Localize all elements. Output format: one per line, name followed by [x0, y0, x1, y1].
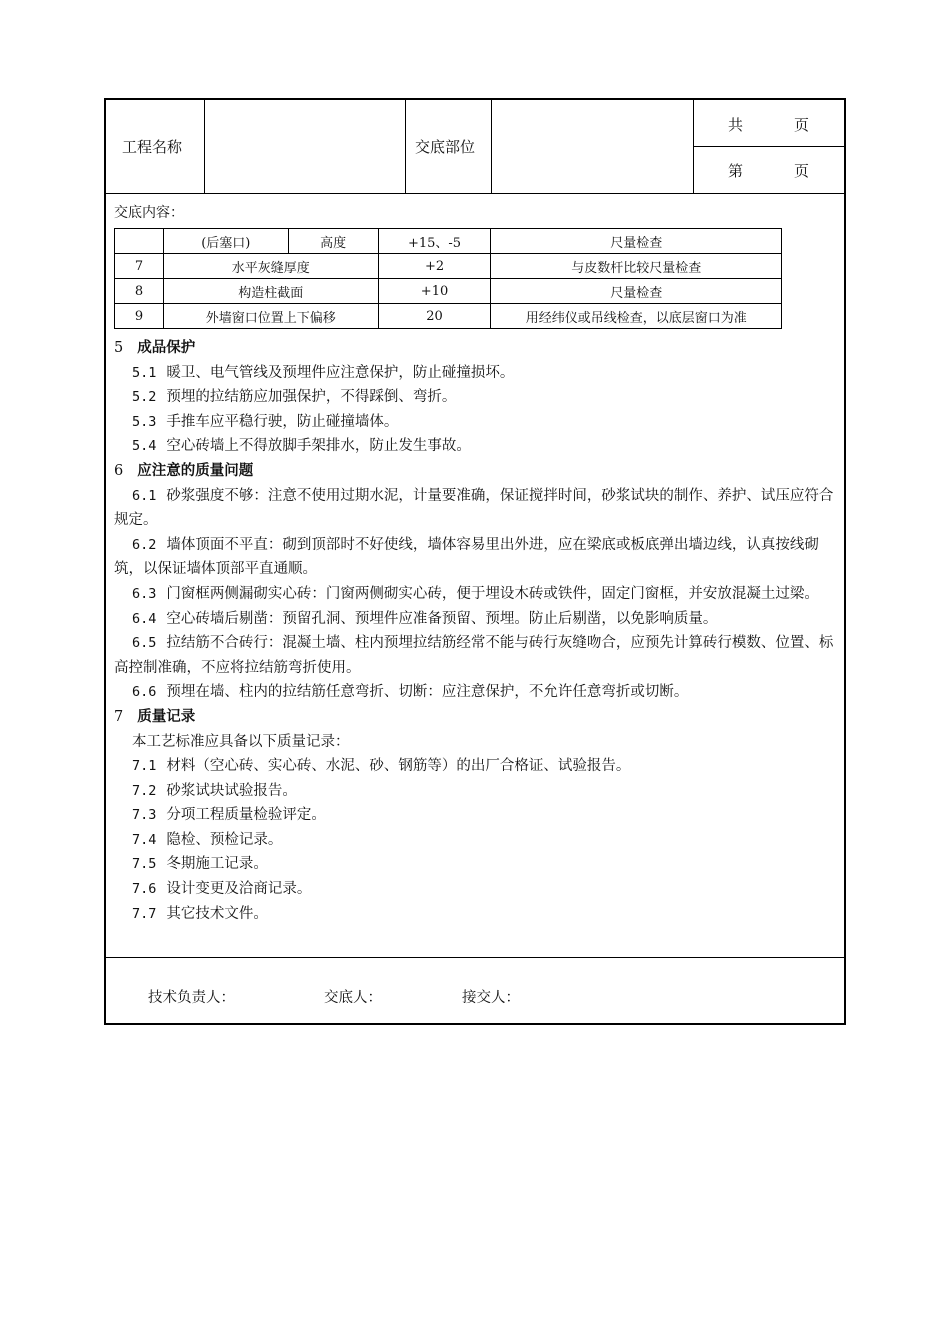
table-row — [115, 254, 782, 279]
cell-no: 8 — [115, 279, 164, 304]
table-row — [115, 304, 782, 329]
cell-method: 与皮数杆比较尺量检查 — [491, 254, 782, 279]
cell-value: +15、-5 — [378, 229, 491, 254]
project-name-label: 工程名称 — [122, 138, 183, 156]
list-item: 5.4 空心砖墙上不得放脚手架排水，防止发生事故。 — [132, 438, 471, 455]
cell-item: (后塞口) — [163, 229, 288, 254]
list-item: 7.2 砂浆试块试验报告。 — [132, 782, 297, 799]
cell-sub: 高度 — [288, 229, 378, 254]
list-item: 6.4 空心砖墙后剔凿：预留孔洞、预埋件应准备预留、预埋。防止后剔凿，以免影响质量。 — [132, 610, 718, 627]
list-item: 6.3 门窗框两侧漏砌实心砖：门窗两侧砌实心砖，便于埋设木砖或铁件，固定门窗框，并安放混凝土过梁。 — [132, 585, 819, 602]
tolerance-table — [114, 228, 782, 329]
list-item: 5.3 手推车应平稳行驶，防止碰撞墙体。 — [132, 413, 399, 430]
list-item: 7.7 其它技术文件。 — [132, 905, 268, 922]
section-intro: 本工艺标准应具备以下质量记录： — [132, 733, 350, 750]
signature-row — [106, 957, 844, 1026]
cell-no — [115, 229, 164, 254]
cell-value: 20 — [378, 304, 491, 329]
disclosure-body — [114, 336, 840, 926]
divider — [405, 100, 406, 193]
cell-no: 7 — [115, 254, 164, 279]
list-item: 5.2 预埋的拉结筋应加强保护，不得踩倒、弯折。 — [132, 389, 457, 406]
cell-item: 外墙窗口位置上下偏移 — [163, 304, 378, 329]
cell-value: +2 — [378, 254, 491, 279]
cell-method: 用经纬仪或吊线检查，以底层窗口为准 — [491, 304, 782, 329]
cell-method: 尺量检查 — [491, 279, 782, 304]
cell-item: 构造柱截面 — [163, 279, 378, 304]
list-item: 7.5 冬期施工记录。 — [132, 856, 268, 873]
list-item: 7.1 材料（空心砖、实心砖、水泥、砂、钢筋等）的出厂合格证、试验报告。 — [132, 758, 631, 775]
list-item: 5.1 暖卫、电气管线及预埋件应注意保护，防止碰撞损坏。 — [132, 364, 515, 381]
cell-value: +10 — [378, 279, 491, 304]
cell-method: 尺量检查 — [491, 229, 782, 254]
content-caption: 交底内容： — [114, 205, 184, 221]
tech-lead-signature[interactable]: 技术负责人： — [148, 990, 235, 1006]
section-heading: 6 应注意的质量问题 — [114, 461, 254, 479]
section-heading: 7 质量记录 — [114, 707, 196, 725]
section-heading: 5 成品保护 — [114, 339, 196, 356]
cell-item: 水平灰缝厚度 — [163, 254, 378, 279]
page-no-label: 第 — [728, 162, 744, 180]
list-item: 7.4 隐检、预检记录。 — [132, 831, 283, 848]
cell-no: 9 — [115, 304, 164, 329]
list-item: 7.6 设计变更及洽商记录。 — [132, 881, 312, 898]
page-no-unit: 页 — [794, 162, 810, 180]
total-pages-unit: 页 — [794, 116, 810, 134]
list-item: 6.5 拉结筋不合砖行：混凝土墙、柱内预埋拉结筋经常不能与砖行灰缝吻合，应预先计算砖行模数、位置、标高控制准确，不应将拉结筋弯折使用。 — [114, 635, 834, 676]
location-label: 交底部位 — [415, 138, 476, 156]
list-item: 6.6 预埋在墙、柱内的拉结筋任意弯折、切断：应注意保护，不允许任意弯折或切断。 — [132, 684, 689, 701]
total-pages-label: 共 — [728, 116, 744, 134]
receiver-signature[interactable]: 接交人： — [462, 990, 520, 1006]
table-row — [115, 229, 782, 254]
divider — [204, 100, 205, 193]
divider — [693, 146, 844, 147]
table-row — [115, 279, 782, 304]
list-item: 6.2 墙体顶面不平直：砌到顶部时不好使线，墙体容易里出外进，应在梁底或板底弹出墙边线，认真按线砌筑，以保证墙体顶部平直通顺。 — [114, 536, 819, 578]
presenter-signature[interactable]: 交底人： — [324, 990, 382, 1006]
form-header — [106, 100, 844, 194]
list-item: 6.1 砂浆强度不够：注意不使用过期水泥，计量要准确，保证搅拌时间，砂浆试块的制作、养护、试压应符合规定。 — [114, 487, 834, 529]
list-item: 7.3 分项工程质量检验评定。 — [132, 807, 326, 824]
disclosure-form — [104, 98, 846, 1025]
divider — [491, 100, 492, 193]
